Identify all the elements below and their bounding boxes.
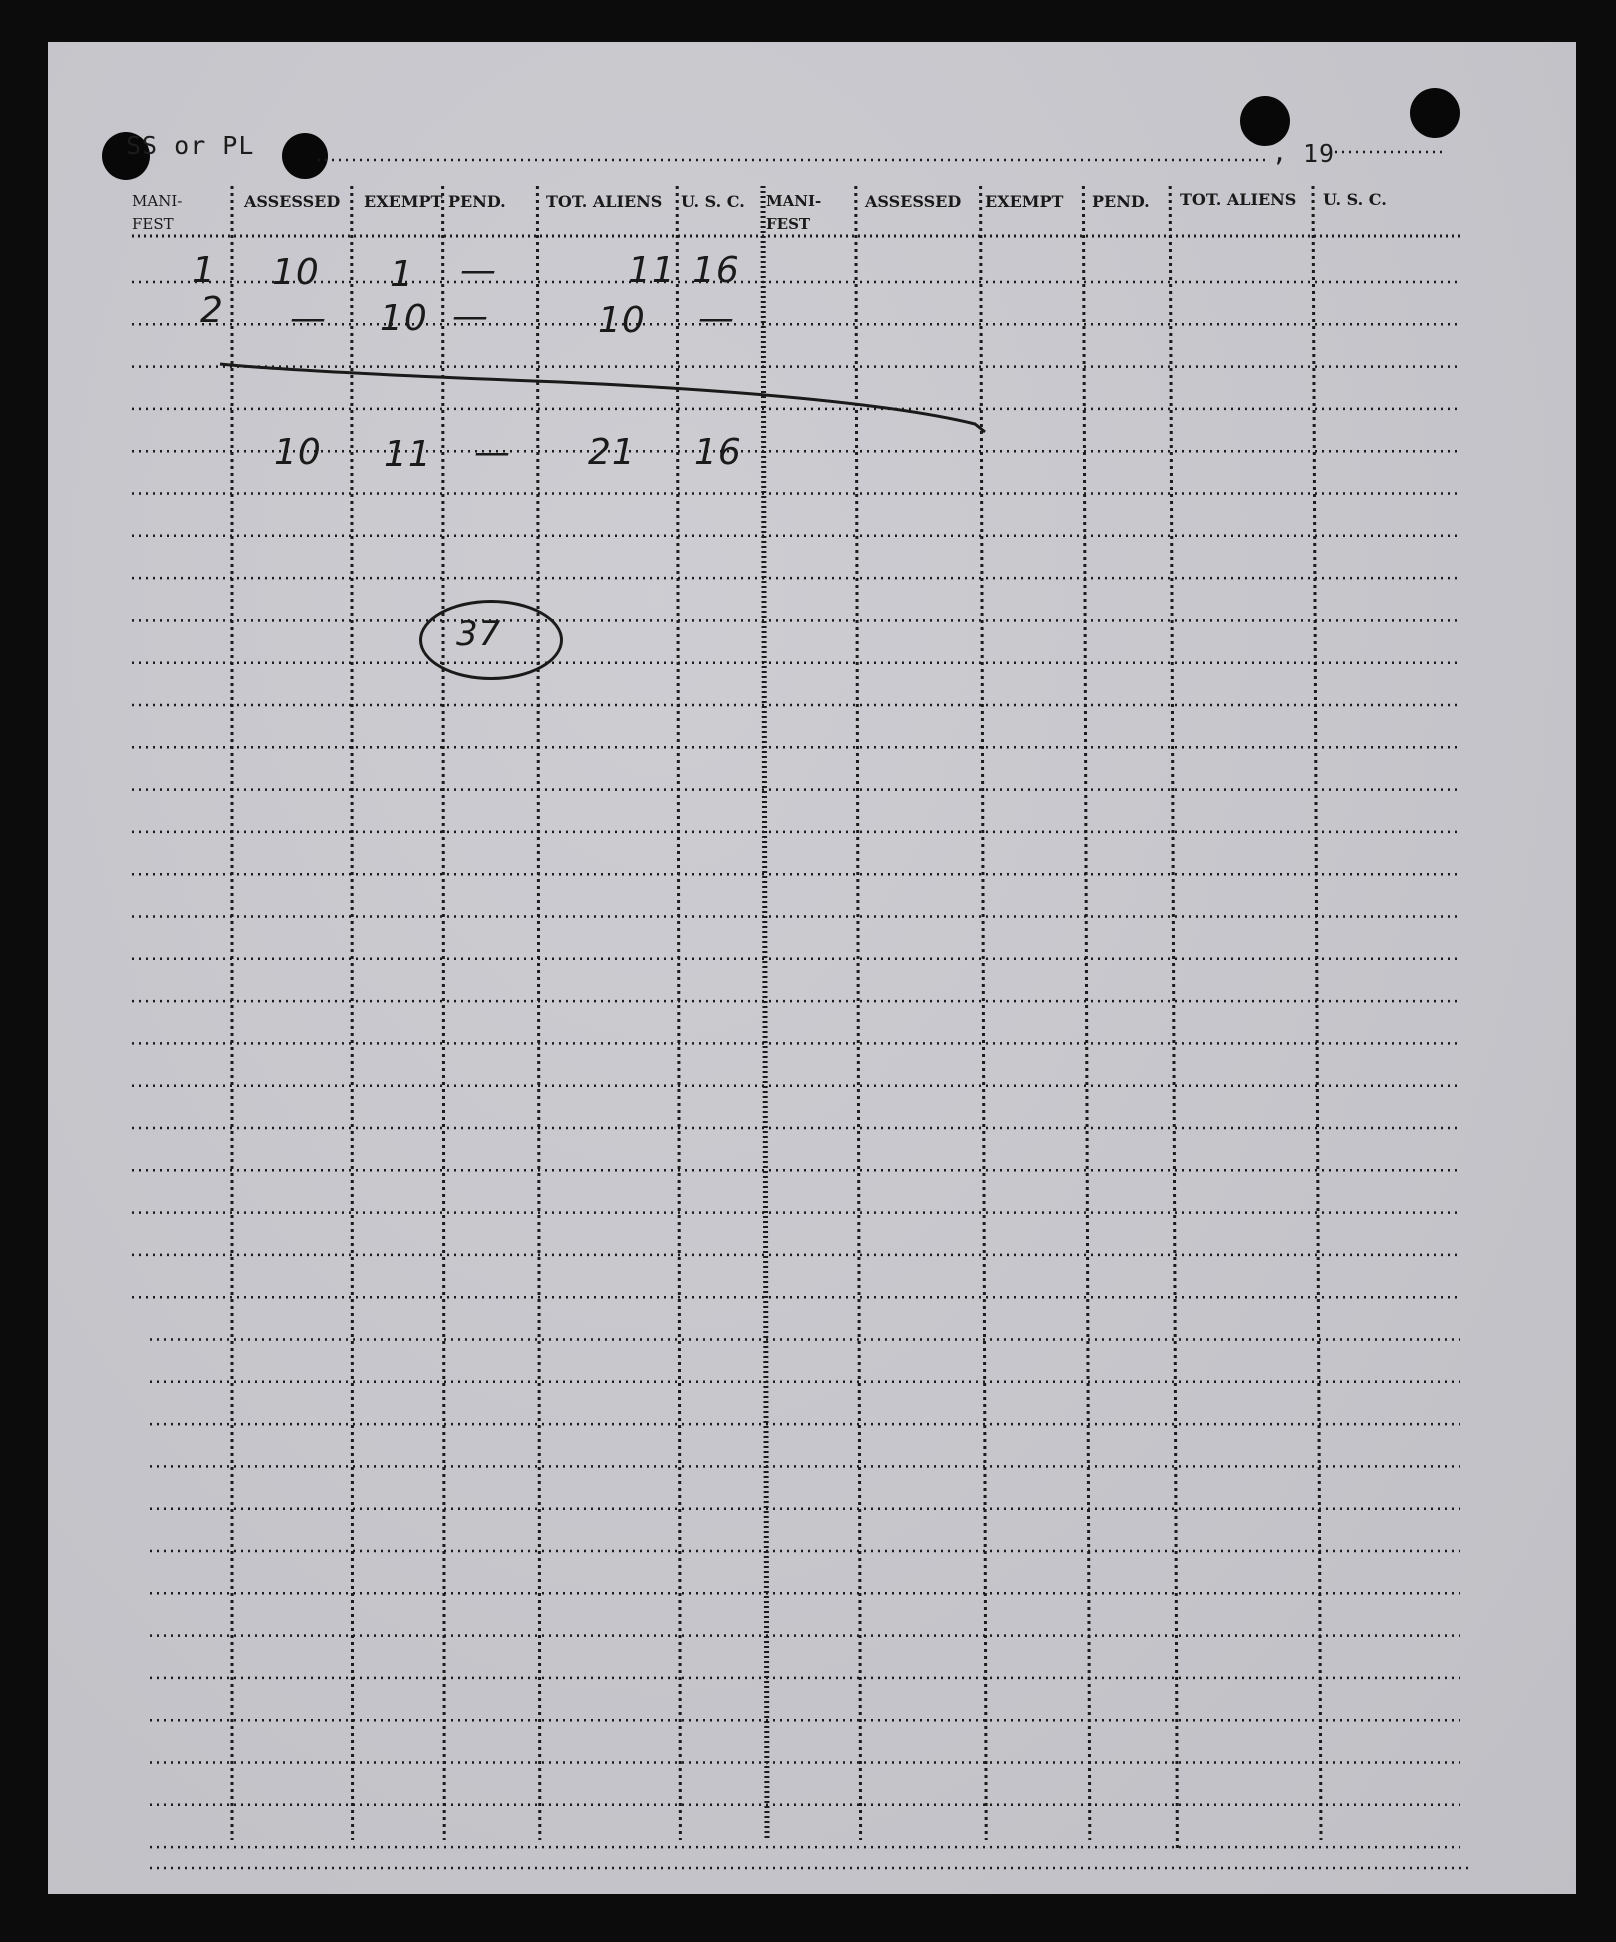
col-exempt-right: EXEMPT — [985, 192, 1064, 211]
total-usc: 16 — [694, 432, 742, 473]
column-separator — [981, 186, 987, 1840]
total-pend: — — [474, 432, 511, 473]
column-separator — [856, 186, 861, 1840]
entry-1-usc: 16 — [692, 250, 740, 291]
col-assessed-left: ASSESSED — [244, 192, 341, 211]
entry-1-tot-aliens: 11 — [628, 250, 676, 291]
col-pend-right: PEND. — [1092, 192, 1150, 211]
col-assessed-right: ASSESSED — [865, 192, 962, 211]
column-separator — [443, 186, 445, 1840]
col-pend-left: PEND. — [448, 192, 506, 211]
total-assessed: 10 — [274, 432, 322, 473]
circled-total: 37 — [456, 614, 502, 654]
vessel-label: SS or PL — [126, 131, 255, 160]
entry-2-tot-aliens: 10 — [598, 300, 646, 341]
entry-1-pend: — — [460, 250, 497, 291]
col-manifest-right: MANI- FEST — [766, 192, 822, 233]
entry-1-exempt: 1 — [390, 254, 414, 295]
entry-2-manifest: 2 — [200, 290, 224, 331]
entry-2-exempt: 10 — [380, 298, 428, 339]
entry-2-usc: — — [698, 298, 735, 339]
col-tot-aliens-right: TOT. ALIENS — [1180, 190, 1297, 209]
total-exempt: 11 — [384, 434, 432, 475]
center-divider — [763, 186, 767, 1840]
col-manifest-left: MANI- FEST — [132, 192, 183, 233]
year-label: 19 — [1303, 139, 1336, 168]
date-comma: , — [1272, 138, 1289, 167]
col-usc-left: U. S. C. — [681, 192, 745, 211]
sum-line — [220, 364, 985, 432]
column-separator — [1170, 186, 1177, 1850]
column-separator — [1083, 186, 1089, 1840]
total-tot-aliens: 21 — [588, 432, 636, 473]
col-tot-aliens-left: TOT. ALIENS — [546, 192, 663, 211]
column-separator — [537, 186, 539, 1840]
entry-1-manifest: 1 — [192, 250, 216, 291]
col-exempt-left: EXEMPT — [364, 192, 443, 211]
column-separator — [352, 186, 353, 1840]
entry-2-pend: — — [452, 296, 489, 337]
column-separator — [677, 186, 680, 1840]
entry-2-assessed: — — [290, 298, 327, 339]
col-usc-right: U. S. C. — [1323, 190, 1387, 209]
entry-1-assessed: 10 — [272, 252, 320, 293]
column-separator — [1313, 186, 1321, 1840]
